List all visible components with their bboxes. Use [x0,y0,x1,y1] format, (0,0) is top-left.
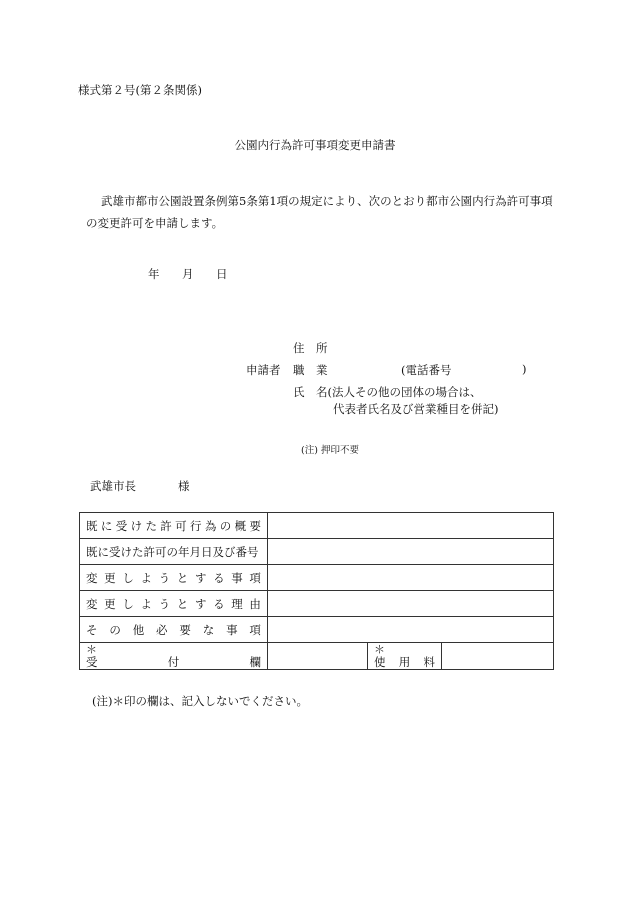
recipient-line [90,478,190,494]
table-row-value[interactable] [268,513,554,539]
asterisk-mark: ＊ [86,643,97,656]
fee-label [374,656,435,668]
change-request-table [79,512,554,670]
receipt-label-cell [80,643,268,670]
receipt-value[interactable] [268,643,368,670]
table-row [80,513,554,539]
table-row-value[interactable] [268,617,554,643]
applicant-label: 申請者 [246,363,281,377]
label-text: 既 に 受 け た 許 可 行 為 の 概 要 [86,518,261,533]
fee-char: 用 [398,655,411,669]
receipt-char: 付 [167,655,180,669]
phone-number-close: ) [522,362,527,376]
form-number: 様式第２号(第２条関係) [78,83,202,97]
name-note: 代表者氏名及び営業種目を併記) [333,402,499,416]
document-title: 公園内行為許可事項変更申請書 [234,138,396,152]
fee-label-cell [368,643,442,670]
table-row-value[interactable] [268,591,554,617]
label-text: 変 更 し よ う と す る 事 項 [86,570,261,585]
table-row [80,591,554,617]
label-text: 既に受けた許可の年月日及び番号 [86,544,259,559]
table-row [80,565,554,591]
fee-char: 料 [423,655,435,669]
recipient-suffix: 様 [178,479,190,493]
date-month-label: 月 [182,267,194,281]
table-row-value[interactable] [268,539,554,565]
receipt-char: 受 [86,655,98,669]
phone-number-label: (電話番号 [401,363,452,377]
receipt-char: 欄 [249,655,261,669]
table-row-label [80,539,268,565]
table-row [80,643,554,670]
recipient-name: 武雄市長 [90,479,136,493]
occupation-label: 職 業 [293,363,328,377]
label-text: 変 更 し よ う と す る 理 由 [86,596,261,611]
address-label: 住 所 [293,341,328,355]
fee-value[interactable] [442,643,554,670]
table-row-label [80,513,268,539]
label-text: そ の 他 必 要 な 事 項 [86,622,261,637]
date-year-label: 年 [148,267,160,281]
date-day-label: 日 [216,267,228,281]
date-line [148,266,228,282]
seal-not-required-note: (注) 押印不要 [301,445,359,456]
table-row-label [80,565,268,591]
table-row-label [80,591,268,617]
table-row [80,539,554,565]
receipt-label [86,656,261,668]
fee-char: 使 [374,655,386,669]
application-statement: 武雄市都市公園設置条例第5条第1項の規定により、次のとおり都市公園内行為許可事項の変更許可を申請します。 [86,194,553,230]
footer-note: (注)＊印の欄は、記入しないでください。 [92,694,308,708]
name-label: 氏 名(法人その他の団体の場合は、 [293,385,482,399]
table-row [80,617,554,643]
table-row-label [80,617,268,643]
table-row-value[interactable] [268,565,554,591]
asterisk-mark: ＊ [374,643,385,656]
